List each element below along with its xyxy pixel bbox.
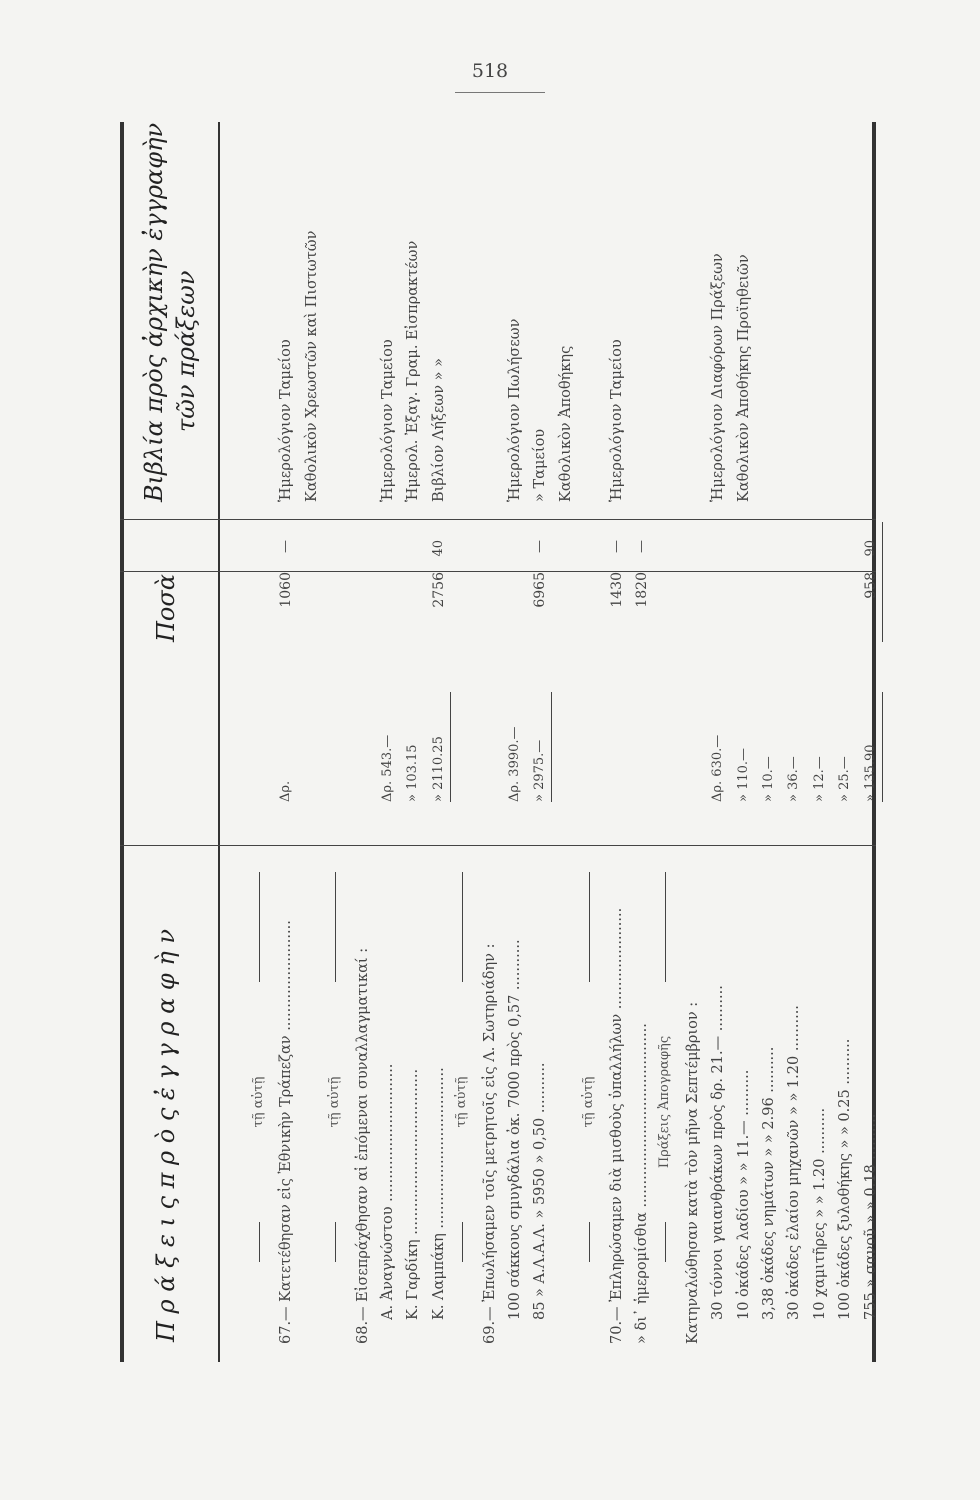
entry-description: » δι᾽ ἡμερομίσθια ........................................ <box>634 1023 650 1344</box>
section-heading: τῇ αὐτῇ <box>251 1076 266 1128</box>
section-rule <box>259 872 260 982</box>
section-rule <box>259 1222 260 1262</box>
table-top-rule <box>120 122 124 1362</box>
page-number-rule <box>455 92 545 93</box>
ledger-row <box>705 122 731 1362</box>
entry-total: 6965 <box>532 572 549 608</box>
entry-total: 2756 <box>430 572 447 608</box>
entry-total-cents: 40 <box>430 540 446 557</box>
entry-amount: Δρ. 543.— <box>380 734 395 802</box>
entry-total: 1820 <box>634 572 650 608</box>
page-number: 518 <box>471 60 509 82</box>
entry-description: 70.— Ἐπληρώσαμεν διὰ μισθοὺς ὑπαλλήλων ...................... <box>608 907 625 1344</box>
entry-book: Καθολικὸν Χρεωστῶν καὶ Πιστωτῶν <box>303 230 320 502</box>
entry-total-cents: — <box>634 540 649 553</box>
subtotal-rule <box>551 692 552 802</box>
entry-amount: » 36.— <box>786 756 802 802</box>
ledger-row <box>832 122 858 1362</box>
section-rule <box>589 1222 590 1262</box>
entry-total: 1430 <box>608 572 625 608</box>
section-heading: τῇ αὐτῇ <box>454 1076 470 1128</box>
ledger-row <box>756 122 782 1362</box>
section-rule <box>665 872 666 982</box>
entry-amount: » 103.15 <box>405 744 421 802</box>
entry-book: Βιβλίον Λήξεων » » <box>430 357 447 502</box>
section-rule <box>462 1222 463 1262</box>
header-books-line2: τῶν πράξεων <box>172 270 200 432</box>
entry-book: » Ταμείου <box>532 428 549 502</box>
entry-description: 100 ὀκάδες ξυλοθήκης » » 0.25 .......... <box>837 1038 854 1320</box>
entry-amount: » 110.— <box>735 747 751 802</box>
entry-description: 10 ὀκάδες λαδίου » » 11.— .......... <box>735 1069 752 1320</box>
header-actions: Π ρ ά ξ ε ι ς π ρ ὸ ς ἐ γ γ ρ α φ ὴ ν <box>152 929 180 1342</box>
entry-amount: Δρ. 630.— <box>710 734 726 802</box>
entry-description: 30 ὀκάδες ἐλαίου μηχανῶν » » 1.20 .......... <box>786 1005 803 1320</box>
entry-description: 10 χαμιτῆρες » » 1.20 .......... <box>811 1107 828 1320</box>
entry-description: 755 » σανοῦ » » 0.18 .......... <box>862 1113 879 1320</box>
entry-amount: » 135.90 <box>862 744 878 802</box>
ledger-row <box>553 122 579 1362</box>
section-heading: τῇ αὐτῇ <box>327 1076 343 1128</box>
ledger-row <box>273 122 299 1362</box>
entry-amount: » 10.— <box>761 756 776 802</box>
ledger-row <box>680 122 706 1362</box>
header-rule <box>218 122 220 1362</box>
entry-description: 3,38 ὀκάδες νημάτων » » 2.96 .......... <box>761 1046 777 1320</box>
entry-book: Ἡμερολόγιον Διαφόρων Πράξεων <box>710 253 727 502</box>
ledger-row <box>629 122 655 1362</box>
entry-amount: » 25.— <box>837 756 853 802</box>
section-rule <box>665 1222 666 1262</box>
section-rule <box>335 872 336 982</box>
header-amounts: Ποσὰ <box>152 574 180 642</box>
entry-amount: » 2110.25 <box>430 736 446 802</box>
entry-description: 69.— Ἐπωλήσαμεν τοῖς μετρητοῖς εἰς Λ. Σωτηριάδην : <box>481 943 498 1344</box>
ledger-row <box>731 122 757 1362</box>
ledger-row <box>400 122 426 1362</box>
section-heading: Πράξεις Ἀπογραφῆς <box>657 1035 673 1169</box>
entry-book: Ἡμερολόγιον Ταμείου <box>380 339 396 502</box>
section-rule <box>335 1222 336 1262</box>
entry-book: Ἡμερολόγιον Πωλήσεων <box>507 318 523 502</box>
entry-amount: » 12.— <box>811 756 827 802</box>
header-books-line1: Βιβλία πρὸς ἀρχικὴν ἐγγραφὴν <box>140 122 168 502</box>
ledger-row <box>299 122 325 1362</box>
entry-total: 1060 <box>278 572 295 608</box>
ledger-row <box>502 122 528 1362</box>
entry-book: Καθολικὸν Ἀποθήκης Προϊηθειῶν <box>735 254 752 502</box>
subtotal-rule <box>882 692 883 802</box>
subtotal-rule <box>450 692 451 802</box>
entry-description: Κατηναλώθησαν κατὰ τὸν μῆνα Σεπτέμβριον : <box>684 1001 701 1344</box>
entry-total-cents: 90 <box>862 540 878 557</box>
entry-book: Καθολικὸν Ἀποθήκης <box>557 345 574 502</box>
ledger-row <box>604 122 630 1362</box>
entry-description: 100 σάκκους σμυγδάλια ὀκ. 7000 πρὸς 0,57 ........... <box>507 939 523 1320</box>
entry-description: Κ. Γαρδίκη .................................... <box>405 1068 422 1320</box>
entry-book: Ἡμερολόγιον Ταμείου <box>608 339 625 502</box>
subtotal-rule <box>882 522 883 642</box>
entry-total-cents: — <box>532 540 548 553</box>
ledger-row <box>527 122 553 1362</box>
entry-book: Ἡμερολόγιον Ταμείου <box>278 339 295 502</box>
entry-description: Κ. Λαμπάκη ................................... <box>430 1067 447 1320</box>
ledger-row <box>858 122 884 1362</box>
section-heading: τῇ αὐτῇ <box>581 1076 597 1128</box>
ledger-row <box>426 122 452 1362</box>
ledger-row <box>350 122 376 1362</box>
entry-description: 68.— Εἰσεπράχθησαν αἱ ἑπόμεναι συναλλαγματικαί : <box>354 947 371 1344</box>
entry-total-cents: — <box>608 540 624 553</box>
entry-description: 85 » Α.Λ.Α.Λ. » 5950 » 0,50 ........... <box>532 1062 549 1320</box>
entry-amount: » 2975.— <box>532 739 548 802</box>
ledger-row <box>477 122 503 1362</box>
section-rule <box>462 872 463 982</box>
entry-description: Α. Ἀναγνώστου .............................. <box>380 1063 396 1320</box>
ledger-row <box>375 122 401 1362</box>
section-rule <box>589 872 590 982</box>
entry-amount: Δρ. <box>278 780 294 802</box>
ledger-table <box>120 122 880 1362</box>
entry-amount: Δρ. 3990.— <box>507 726 522 802</box>
entry-total: 958 <box>862 572 879 599</box>
entry-description: 67.— Κατετέθησαν εἰς Ἐθνικὴν Τράπεζαν ........................ <box>278 920 295 1344</box>
entry-book: Ἡμερολ. Ἐξαγ. Γραμ. Εἰσπρακτέων <box>405 240 422 502</box>
ledger-row <box>781 122 807 1362</box>
ledger-row <box>807 122 833 1362</box>
entry-description: 30 τόννοι γαιανθράκων πρὸς δρ. 21.— .......... <box>710 985 727 1320</box>
entry-total-cents: — <box>278 540 294 553</box>
